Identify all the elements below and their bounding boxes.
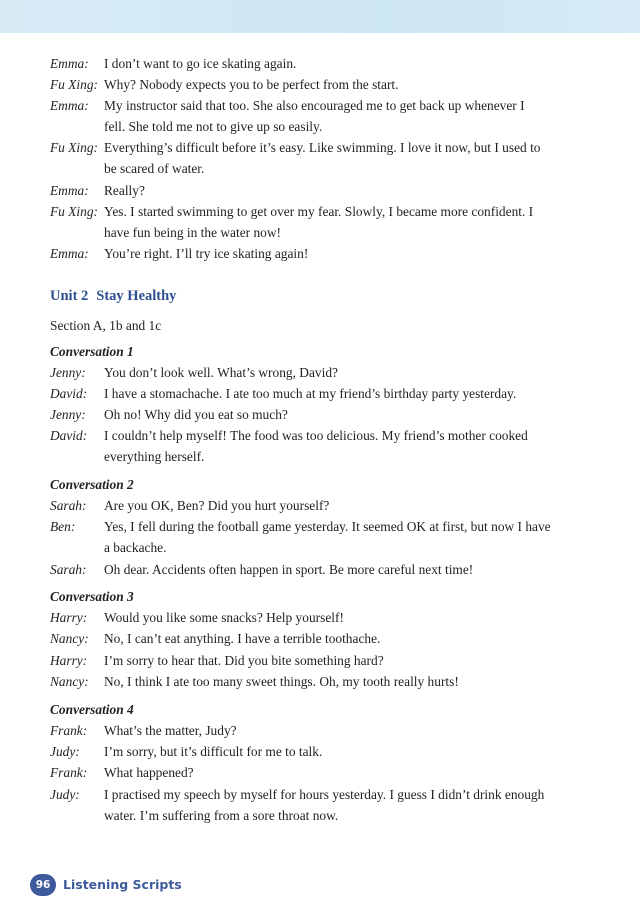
unit-title: Stay Healthy <box>96 288 177 304</box>
speaker-label: Harry: <box>50 653 88 668</box>
speaker-label: Emma: <box>50 56 89 71</box>
section-heading: Section A, 1b and 1c <box>50 318 162 333</box>
speaker-label: Sarah: <box>50 562 87 577</box>
speaker-label: Emma: <box>50 246 89 261</box>
unit-number: Unit 2 <box>50 288 89 304</box>
speaker-label: Frank: <box>50 765 88 780</box>
footer-section-label: Listening Scripts <box>63 877 182 892</box>
speaker-label: Fu Xing: <box>50 77 98 92</box>
speaker-label: Fu Xing: <box>50 140 98 155</box>
dialogue-text: Really? <box>104 183 145 198</box>
dialogue-text: I couldn’t help myself! The food was too delicious. My friend’s mother cooked <box>104 428 528 443</box>
speaker-label: Nancy: <box>50 631 89 646</box>
dialogue-text: I’m sorry to hear that. Did you bite something hard? <box>104 653 384 668</box>
speaker-label: Jenny: <box>50 407 86 422</box>
dialogue-text: My instructor said that too. She also encouraged me to get back up whenever I <box>104 98 525 113</box>
dialogue-text: Yes, I fell during the football game yesterday. It seemed OK at first, but now I have <box>104 519 551 534</box>
speaker-label: Sarah: <box>50 498 87 513</box>
dialogue-text: a backache. <box>104 540 167 555</box>
dialogue-text: I practised my speech by myself for hours yesterday. I guess I didn’t drink enough <box>104 787 545 802</box>
speaker-label: Fu Xing: <box>50 204 98 219</box>
speaker-label: Judy: <box>50 744 80 759</box>
dialogue-text: Why? Nobody expects you to be perfect from the start. <box>104 77 399 92</box>
conversation-title: Conversation 2 <box>50 477 134 492</box>
dialogue-text: Oh no! Why did you eat so much? <box>104 407 288 422</box>
page-number-badge: 96 <box>30 874 56 896</box>
conversation-title: Conversation 1 <box>50 344 134 359</box>
dialogue-text: You’re right. I’ll try ice skating again! <box>104 246 309 261</box>
dialogue-text: You don’t look well. What’s wrong, David? <box>104 365 338 380</box>
dialogue-text: I have a stomachache. I ate too much at my friend’s birthday party yesterday. <box>104 386 517 401</box>
dialogue-text: No, I think I ate too many sweet things. Oh, my tooth really hurts! <box>104 674 459 689</box>
unit-heading <box>50 286 176 306</box>
dialogue-text: Everything’s difficult before it’s easy. Like swimming. I love it now, but I used to <box>104 140 541 155</box>
conversation-title: Conversation 4 <box>50 702 134 717</box>
dialogue-text: be scared of water. <box>104 161 205 176</box>
speaker-label: Judy: <box>50 787 80 802</box>
speaker-label: Ben: <box>50 519 76 534</box>
dialogue-text: Oh dear. Accidents often happen in sport. Be more careful next time! <box>104 562 474 577</box>
dialogue-text: Would you like some snacks? Help yourself! <box>104 610 344 625</box>
dialogue-text: water. I’m suffering from a sore throat now. <box>104 808 339 823</box>
speaker-label: Nancy: <box>50 674 89 689</box>
speaker-label: David: <box>50 386 88 401</box>
speaker-label: Emma: <box>50 183 89 198</box>
dialogue-text: I don’t want to go ice skating again. <box>104 56 297 71</box>
dialogue-text: What’s the matter, Judy? <box>104 723 237 738</box>
speaker-label: David: <box>50 428 88 443</box>
dialogue-text: everything herself. <box>104 449 205 464</box>
speaker-label: Emma: <box>50 98 89 113</box>
dialogue-text: Are you OK, Ben? Did you hurt yourself? <box>104 498 330 513</box>
dialogue-text: have fun being in the water now! <box>104 225 281 240</box>
dialogue-text: What happened? <box>104 765 194 780</box>
speaker-label: Harry: <box>50 610 88 625</box>
conversation-title: Conversation 3 <box>50 589 134 604</box>
dialogue-text: fell. She told me not to give up so easily. <box>104 119 323 134</box>
speaker-label: Frank: <box>50 723 88 738</box>
dialogue-text: Yes. I started swimming to get over my fear. Slowly, I became more confident. I <box>104 204 534 219</box>
top-decorative-band <box>0 0 640 33</box>
dialogue-text: No, I can’t eat anything. I have a terrible toothache. <box>104 631 381 646</box>
dialogue-text: I’m sorry, but it’s difficult for me to talk. <box>104 744 323 759</box>
speaker-label: Jenny: <box>50 365 86 380</box>
